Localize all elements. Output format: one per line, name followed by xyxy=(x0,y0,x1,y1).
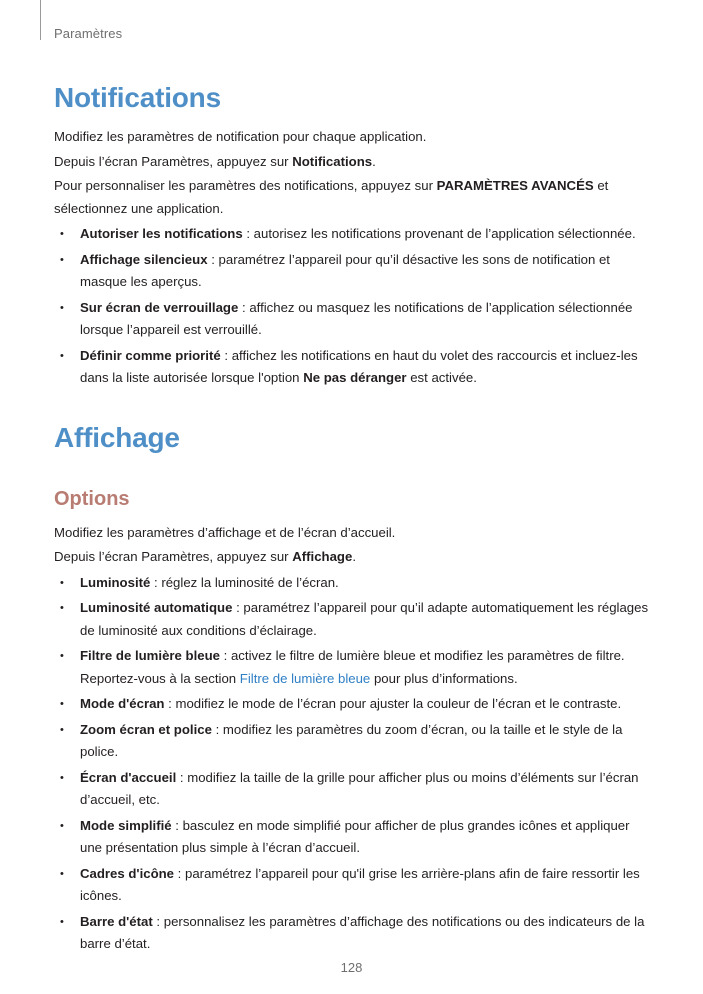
list-item xyxy=(54,693,654,716)
option-term: Cadres d'icône xyxy=(80,865,175,881)
option-term: Sur écran de verrouillage xyxy=(80,299,239,315)
display-option-list xyxy=(54,572,654,956)
list-item xyxy=(54,572,654,595)
bullet-icon: • xyxy=(60,723,64,736)
option-desc: : affichez les notifications en haut du volet des raccourcis et incluez-les dans la liste autorisée lorsque l'option xyxy=(80,347,638,385)
notifications-intro: Modifiez les paramètres de notification pour chaque application. xyxy=(54,129,427,144)
bullet-icon: • xyxy=(60,698,64,710)
option-term: Définir comme priorité xyxy=(80,347,221,363)
option-term: Zoom écran et police xyxy=(80,721,212,737)
bullet-icon: • xyxy=(60,602,64,614)
option-desc: : modifiez la taille de la grille pour afficher plus ou moins d’éléments sur l’écran d’accueil, etc. xyxy=(80,769,639,807)
header-rule xyxy=(40,0,41,40)
notifications-custom-suffix: et sélectionnez une application. xyxy=(54,178,609,216)
display-path-suffix: . xyxy=(352,549,356,564)
notifications-custom-prefix: Pour personnaliser les paramètres des notifications, appuyez sur xyxy=(54,178,437,193)
option-term: Écran d'accueil xyxy=(80,769,177,785)
bullet-icon: • xyxy=(60,915,64,928)
option-desc: : activez le filtre de lumière bleue et modifiez les paramètres de filtre. Reportez-vous à la section xyxy=(80,648,625,686)
notifications-option-list xyxy=(54,223,654,390)
bullet-icon: • xyxy=(60,819,64,832)
option-desc: : paramétrez l’appareil pour qu’il adapte automatiquement les réglages de luminosité aux conditions d’éclairage. xyxy=(80,600,649,638)
display-heading: Affichage xyxy=(54,421,180,453)
list-item xyxy=(54,597,654,642)
running-header: Paramètres xyxy=(54,26,123,41)
option-desc: : affichez ou masquez les notifications de l’application sélectionnée lorsque l’appareil est verrouillé. xyxy=(80,299,633,337)
bullet-icon: • xyxy=(60,771,64,784)
bullet-icon: • xyxy=(60,650,64,662)
display-path-target: Affichage xyxy=(292,549,353,564)
notifications-heading: Notifications xyxy=(54,82,221,113)
option-desc: : paramétrez l’appareil pour qu’il désactive les sons de notification et masque les aperçus. xyxy=(80,251,610,289)
option-desc: : modifiez les paramètres du zoom d’écran, ou la taille et le style de la police. xyxy=(80,721,623,759)
option-term: Affichage silencieux xyxy=(80,251,208,267)
list-item xyxy=(54,223,654,246)
option-desc-end: est activée. xyxy=(406,370,477,385)
option-desc-emphasis: Ne pas déranger xyxy=(303,370,407,385)
list-item xyxy=(54,863,654,908)
option-term: Barre d'état xyxy=(80,913,153,929)
display-intro: Modifiez les paramètres d’affichage et de l’écran d’accueil. xyxy=(54,524,396,540)
option-term: Filtre de lumière bleue xyxy=(80,648,220,663)
option-desc-end: pour plus d’informations. xyxy=(370,670,518,686)
options-subheading: Options xyxy=(54,487,130,510)
notifications-path-suffix: . xyxy=(372,153,376,169)
list-item xyxy=(54,297,654,342)
list-item xyxy=(54,719,654,764)
bullet-icon: • xyxy=(60,301,64,314)
bullet-icon: • xyxy=(60,576,64,589)
notifications-custom-instruction xyxy=(54,175,654,220)
list-item xyxy=(54,767,654,812)
option-term: Autoriser les notifications xyxy=(80,226,243,241)
notifications-custom-target: PARAMÈTRES AVANCÉS xyxy=(436,178,594,193)
page-number: 128 xyxy=(340,960,363,975)
bullet-icon: • xyxy=(60,228,64,240)
option-desc: : paramétrez l’appareil pour qu'il grise les arrière-plans afin de faire ressortir les icônes. xyxy=(80,865,640,903)
bullet-icon: • xyxy=(60,253,64,266)
option-desc: : modifiez le mode de l’écran pour ajuster la couleur de l’écran et le contraste. xyxy=(164,696,622,711)
option-term: Luminosité xyxy=(80,574,151,590)
notifications-path-prefix: Depuis l’écran Paramètres, appuyez sur xyxy=(54,153,293,169)
option-term: Luminosité automatique xyxy=(80,600,233,615)
display-path-prefix: Depuis l’écran Paramètres, appuyez sur xyxy=(54,549,293,564)
list-item xyxy=(54,815,654,860)
option-desc: : autorisez les notifications provenant de l’application sélectionnée. xyxy=(242,226,636,241)
list-item xyxy=(54,645,654,690)
list-item xyxy=(54,911,654,956)
option-desc: : réglez la luminosité de l’écran. xyxy=(150,574,339,590)
notifications-path xyxy=(54,151,654,174)
notifications-path-target: Notifications xyxy=(292,153,373,169)
bullet-icon: • xyxy=(60,867,64,880)
bullet-icon: • xyxy=(60,349,64,362)
option-desc: : personnalisez les paramètres d’affichage des notifications ou des indicateurs de la barre d’état. xyxy=(80,913,645,951)
list-item xyxy=(54,249,654,294)
option-term: Mode simplifié xyxy=(80,817,172,833)
option-term: Mode d'écran xyxy=(80,696,165,711)
page-content xyxy=(54,80,654,956)
option-desc: : basculez en mode simplifié pour afficher de plus grandes icônes et appliquer une présentation plus simple à l’écran d’accueil. xyxy=(80,817,630,855)
display-path xyxy=(54,546,654,569)
list-item xyxy=(54,345,654,390)
blue-light-filter-link[interactable]: Filtre de lumière bleue xyxy=(239,670,371,686)
